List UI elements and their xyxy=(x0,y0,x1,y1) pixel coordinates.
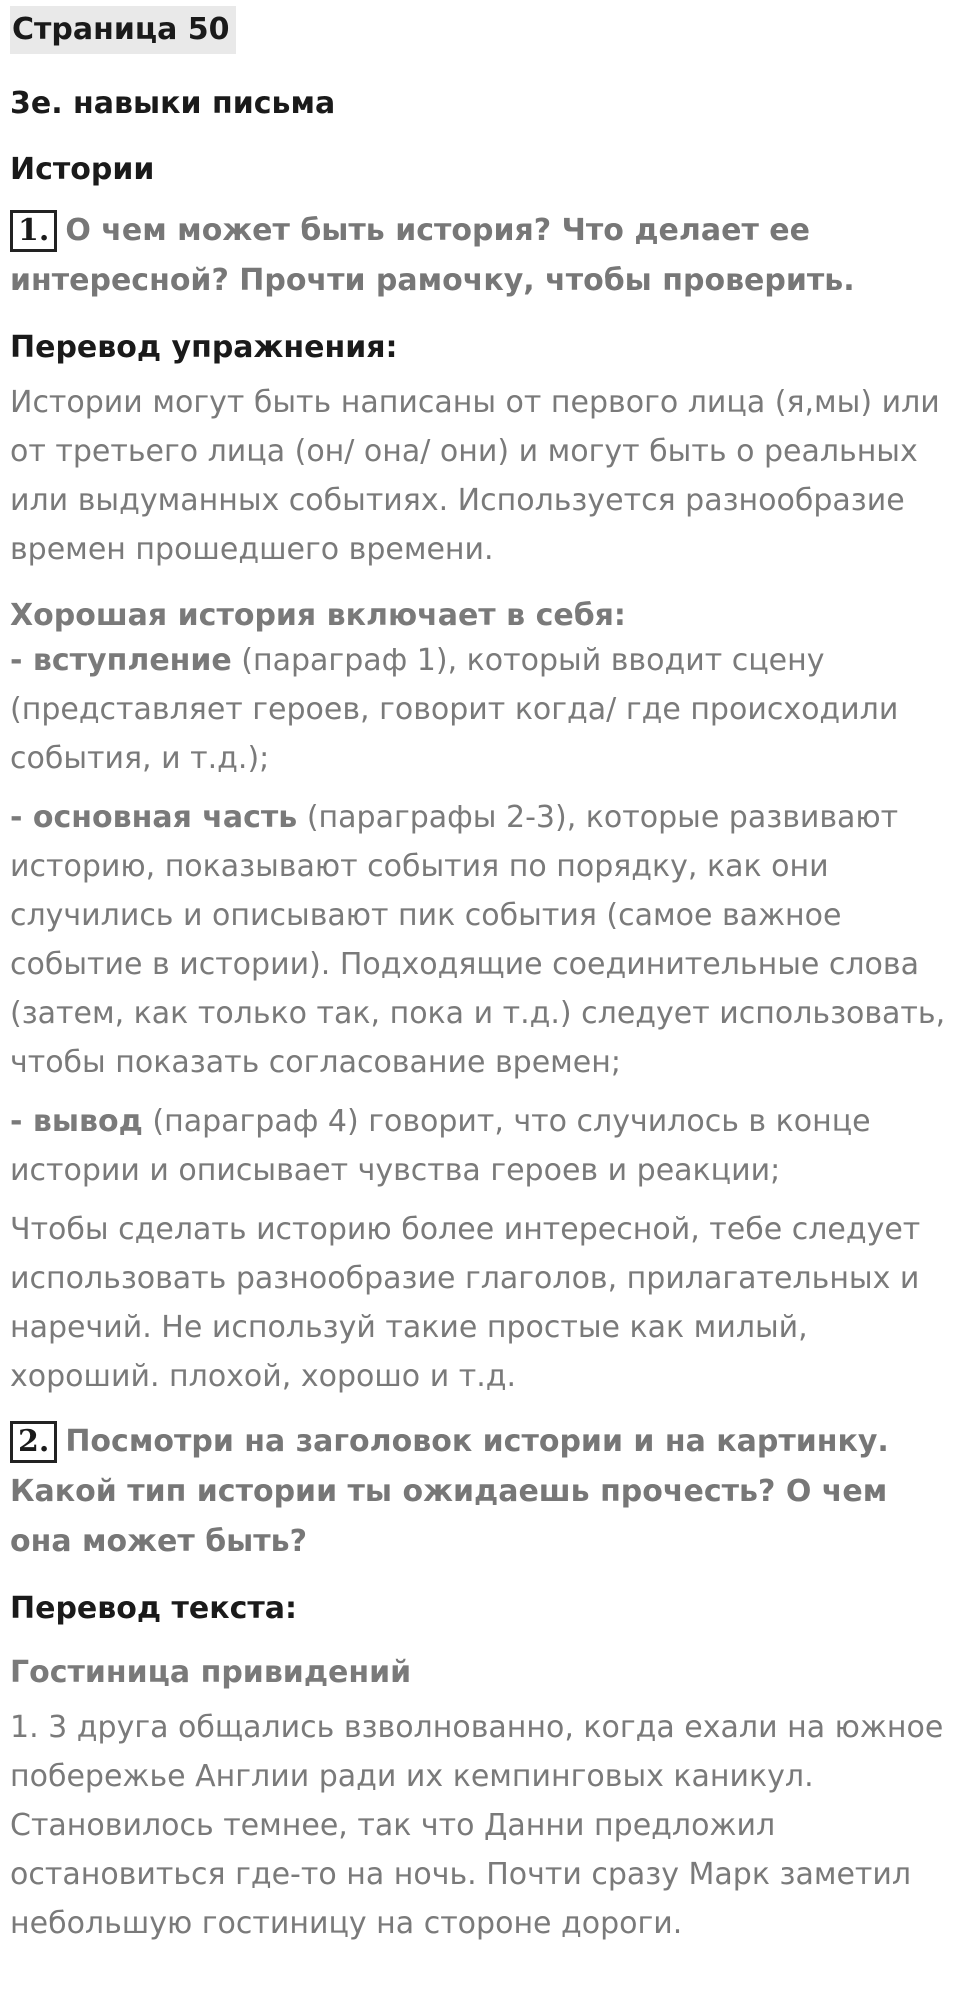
bullet-introduction xyxy=(10,636,948,783)
section-title: 3е. навыки письма xyxy=(10,86,336,121)
bullet-conclusion-term: вывод xyxy=(32,1104,143,1139)
task-1 xyxy=(10,206,948,306)
bullet-main-body-text: (параграфы 2-3), которые развивают историю, показывают события по порядку, как они случились и описывают пик события (самое важное событие в истории). Подходящие соединительные слова (затем, как только так, пока и т.д.) следует использовать, чтобы показать согласование времен; xyxy=(10,800,946,1080)
bullet-introduction-term: вступление xyxy=(32,643,232,678)
page-number-label: Страница 50 xyxy=(10,6,236,54)
bullet-main-body-dash: - xyxy=(10,800,33,835)
paragraph-intro: Истории могут быть написаны от первого лица (я,мы) или от третьего лица (он/ она/ они) и могут быть о реальных или выдуманных событиях. Используется разнообразие времен прошедшего времени. xyxy=(10,385,940,567)
bullet-conclusion-text: (параграф 4) говорит, что случилось в конце истории и описывает чувства героев и реакции; xyxy=(10,1104,871,1188)
good-story-heading: Хорошая история включает в себя: xyxy=(10,598,626,633)
bullet-conclusion-dash: - xyxy=(10,1104,33,1139)
task-2-number: 2. xyxy=(10,1421,57,1463)
task-2-text: Посмотри на заголовок истории и на картинку. Какой тип истории ты ожидаешь прочесть? О чем она может быть? xyxy=(10,1424,889,1559)
bullet-introduction-text: (параграф 1), который вводит сцену (представляет героев, говорит когда/ где происходили события, и т.д.); xyxy=(10,643,899,776)
bullet-introduction-dash: - xyxy=(10,643,33,678)
story-title: Гостиница привидений xyxy=(10,1655,412,1690)
bullet-conclusion xyxy=(10,1097,948,1195)
task-1-number: 1. xyxy=(10,210,57,252)
bullet-main-body xyxy=(10,793,948,1087)
story-paragraph-1: 1. 3 друга общались взволнованно, когда ехали на южное побережье Англии ради их кемпинговых каникул. Становилось темнее, так что Данни предложил остановиться где-то на ночь. Почти сразу Марк заметил небольшую гостиницу на стороне дороги. xyxy=(10,1710,944,1941)
subsection-title: Истории xyxy=(10,152,155,187)
bullet-main-body-term: основная часть xyxy=(32,800,298,835)
paragraph-interesting: Чтобы сделать историю более интересной, тебе следует использовать разнообразие глаголов, прилагательных и наречий. Не используй такие простые как милый, хороший. плохой, хорошо и т.д. xyxy=(10,1212,921,1394)
task-2 xyxy=(10,1417,948,1567)
translation-text-label: Перевод текста: xyxy=(10,1591,298,1626)
translation-exercise-label: Перевод упражнения: xyxy=(10,330,398,365)
task-1-text: О чем может быть история? Что делает ее интересной? Прочти рамочку, чтобы проверить. xyxy=(10,213,855,298)
